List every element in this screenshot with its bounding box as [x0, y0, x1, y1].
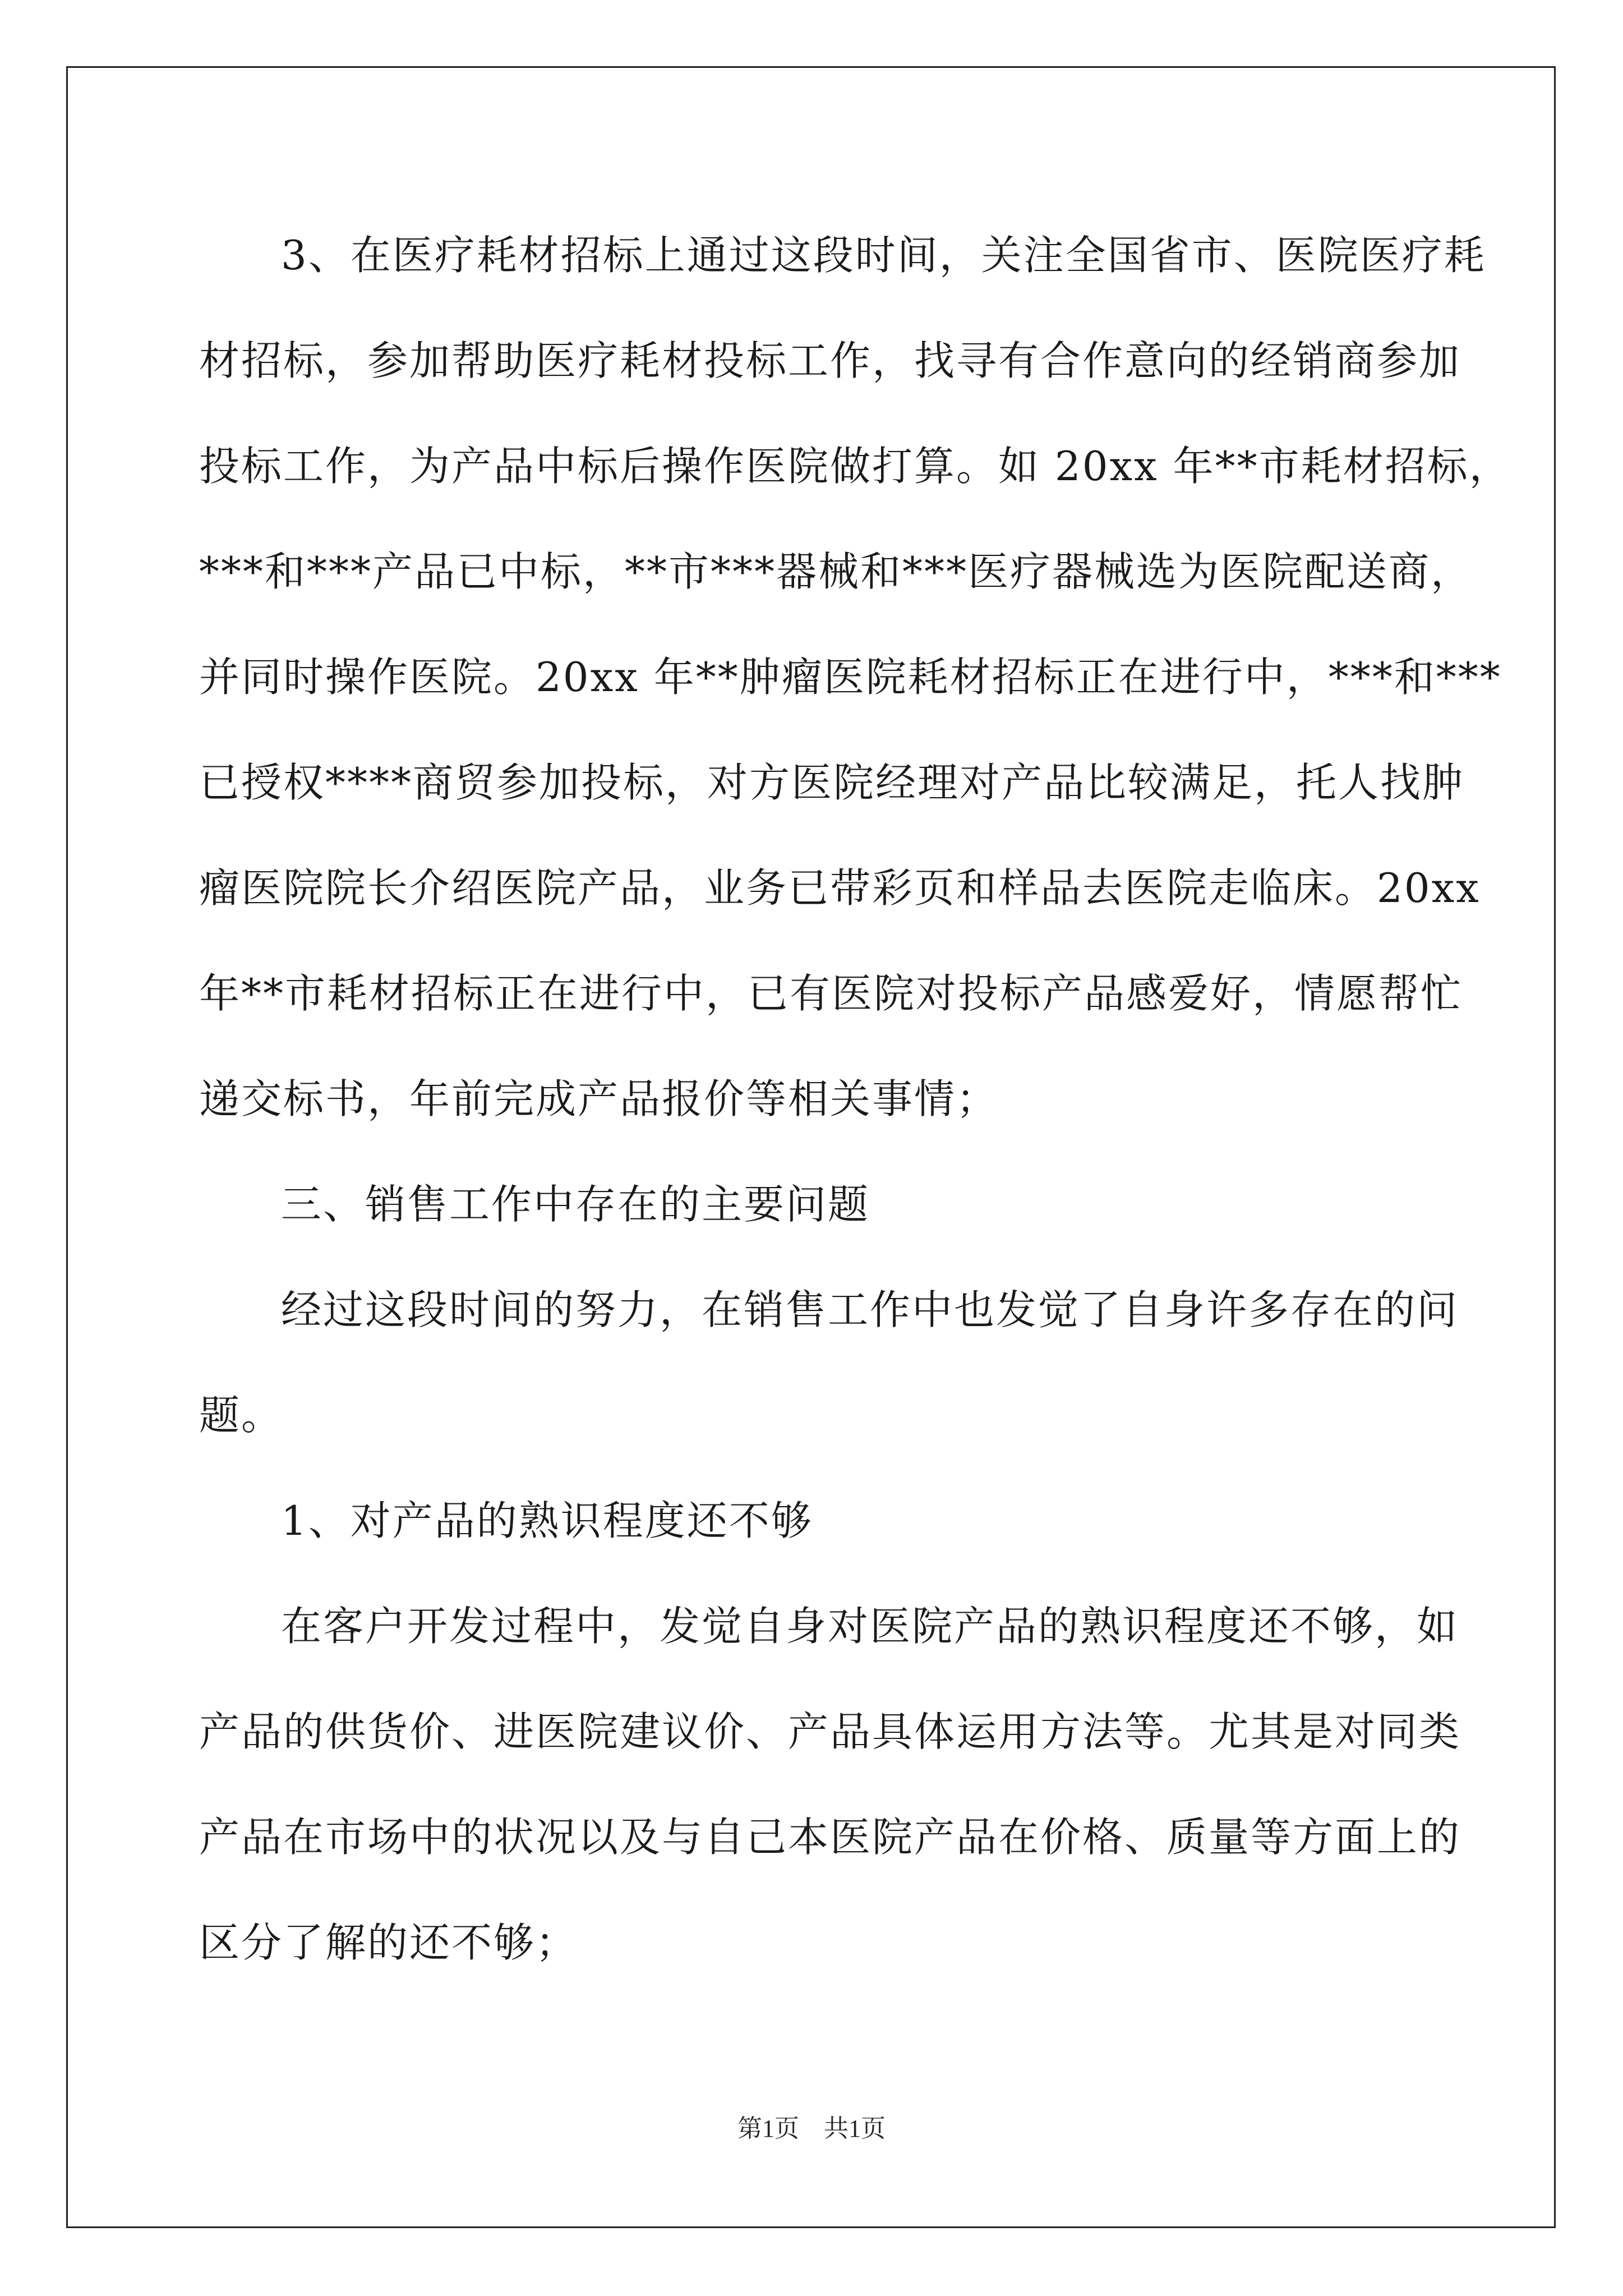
text-line: 3、在医疗耗材招标上通过这段时间，关注全国省市、医院医疗耗: [281, 232, 1486, 279]
text-line: 已授权****商贸参加投标，对方医院经理对产品比较满足，托人找肿: [199, 759, 1465, 806]
page-number: 第1页: [737, 2115, 799, 2142]
text-line: 产品在市场中的状况以及与自己本医院产品在价格、质量等方面上的: [199, 1814, 1461, 1861]
section-heading: 三、销售工作中存在的主要问题: [281, 1181, 870, 1228]
document-body: [199, 199, 1511, 1992]
text-line: 题。: [199, 1392, 284, 1439]
text-line: 经过这段时间的努力，在销售工作中也发觉了自身许多存在的问: [281, 1286, 1459, 1333]
text-line: 投标工作，为产品中标后操作医院做打算。如 20xx 年**市耗材招标，: [199, 443, 1511, 490]
text-line: 材招标，参加帮助医疗耗材投标工作，找寻有合作意向的经销商参加: [199, 337, 1461, 384]
text-line: ***和***产品已中标，**市***器械和***医疗器械选为医院配送商，: [199, 548, 1473, 595]
subsection-heading: 1、对产品的熟识程度还不够: [281, 1497, 813, 1544]
page-total: 共1页: [824, 2115, 886, 2142]
text-line: 区分了解的还不够；: [199, 1919, 578, 1966]
text-line: 产品的供货价、进医院建议价、产品具体运用方法等。尤其是对同类: [199, 1708, 1461, 1755]
text-line: 瘤医院院长介绍医院产品，业务已带彩页和样品去医院走临床。20xx: [199, 864, 1481, 912]
text-line: 递交标书，年前完成产品报价等相关事情；: [199, 1075, 999, 1122]
text-line: 在客户开发过程中，发觉自身对医院产品的熟识程度还不够，如: [281, 1603, 1459, 1650]
text-line: 并同时操作医院。20xx 年**肿瘤医院耗材招标正在进行中，***和***: [199, 654, 1502, 701]
page-footer: [0, 2108, 1623, 2144]
text-line: 年**市耗材招标正在进行中，已有医院对投标产品感爱好，情愿帮忙: [199, 970, 1463, 1017]
